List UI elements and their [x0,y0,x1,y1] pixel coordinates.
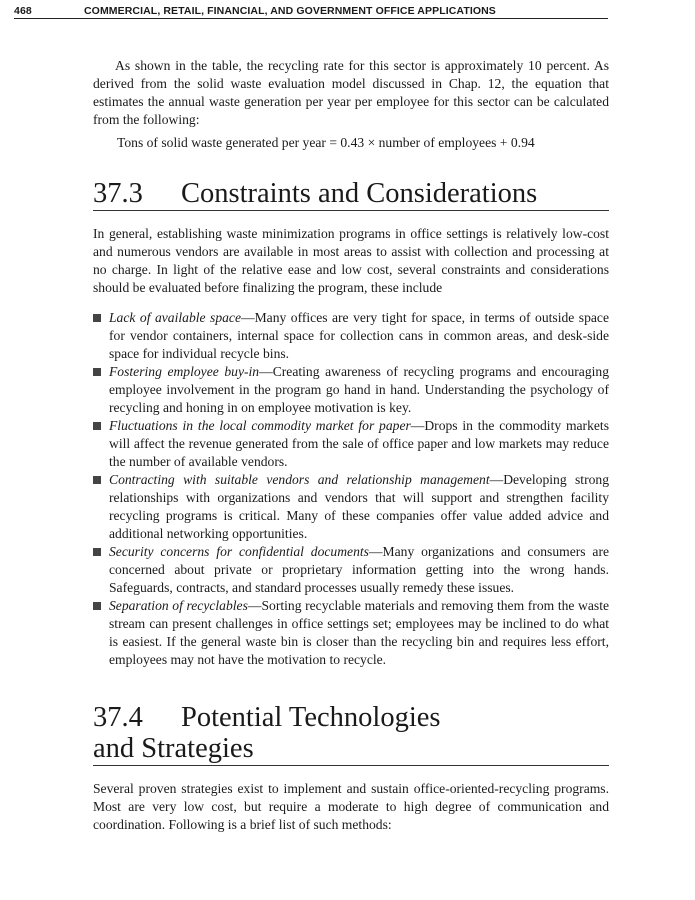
list-item [93,543,609,597]
section-title-line1: Potential Technologies [181,702,441,733]
running-title: COMMERCIAL, RETAIL, FINANCIAL, AND GOVERNMENT OFFICE APPLICATIONS [84,5,496,17]
list-item [93,597,609,669]
bullet-text: —Creating awareness of recycling programs and encouraging employee involvement in the program go hand in hand. Understanding the psychology of recycling and honing in on employee motivation is key. [109,364,609,415]
bullet-term: Fluctuations in the local commodity market for paper [109,418,411,433]
strategies-paragraph: Several proven strategies exist to implement and sustain office-oriented-recycling programs. Most are very low cost, but require a moderate to high degree of communication and coordination. Following is a brief list of such methods: [93,781,609,832]
section-number: 37.4 [93,702,143,733]
running-header [14,5,608,19]
bullet-term: Lack of available space [109,310,241,325]
bullet-square-icon [93,602,101,610]
list-item [93,471,609,543]
bullet-square-icon [93,476,101,484]
bullet-text: —Sorting recyclable materials and removing them from the waste stream can present challenges in office settings set; employees may be inclined to do what is easiest. If the general waste bin is closer than the recycling bin and requires less effort, employees may not have the motivation to recycle. [109,598,610,667]
bullet-square-icon [93,548,101,556]
bullet-text: —Many offices are very tight for space, in terms of outside space for vendor containers, internal space for collection cans in common areas, and desk-side space for individual recycle bins. [109,310,609,361]
bullet-text: —Drops in the commodity markets will affect the revenue generated from the sale of office paper and low markets may reduce the number of available vendors. [109,418,609,469]
list-item [93,417,609,471]
bullet-term: Separation of recyclables [109,598,248,613]
intro-paragraph: As shown in the table, the recycling rate for this sector is approximately 10 percent. As derived from the solid waste evaluation model discussed in Chap. 12, the equation that estimates the annual waste generation per year per employee for this sector can be calculated from the following: [93,58,609,127]
section-heading-37-4 [93,702,609,766]
page-content [93,57,609,834]
bullet-term: Contracting with suitable vendors and relationship management [109,472,490,487]
bullet-text: —Many organizations and consumers are concerned about private or proprietary information getting into the wrong hands. Safeguards, contracts, and standard processes usually remedy these issues. [109,544,609,595]
section-number: 37.3 [93,178,143,209]
constraints-paragraph: In general, establishing waste minimization programs in office settings is relatively low-cost and numerous vendors are available in most areas to assist with collection and processing at no charge. In light of the relative ease and low cost, several constraints and considerations should be evaluated before finalizing the program, these include [93,226,609,295]
page-number: 468 [14,5,32,17]
bullet-term: Security concerns for confidential documents [109,544,369,559]
constraints-list [93,309,609,669]
bullet-square-icon [93,422,101,430]
section-heading-37-3 [93,178,609,211]
bullet-square-icon [93,368,101,376]
list-item [93,363,609,417]
section-title: Constraints and Considerations [181,178,538,209]
bullet-square-icon [93,314,101,322]
bullet-term: Fostering employee buy-in [109,364,260,379]
bullet-text: —Developing strong relationships with organizations and vendors that will support and strengthen facility recycling programs is critical. Many of these companies offer value added advice and additional networking opportunities. [109,472,609,541]
list-item [93,309,609,363]
section-title-line2: and Strategies [93,733,254,764]
waste-equation: Tons of solid waste generated per year = 0.43 × number of employees + 0.94 [117,135,535,150]
